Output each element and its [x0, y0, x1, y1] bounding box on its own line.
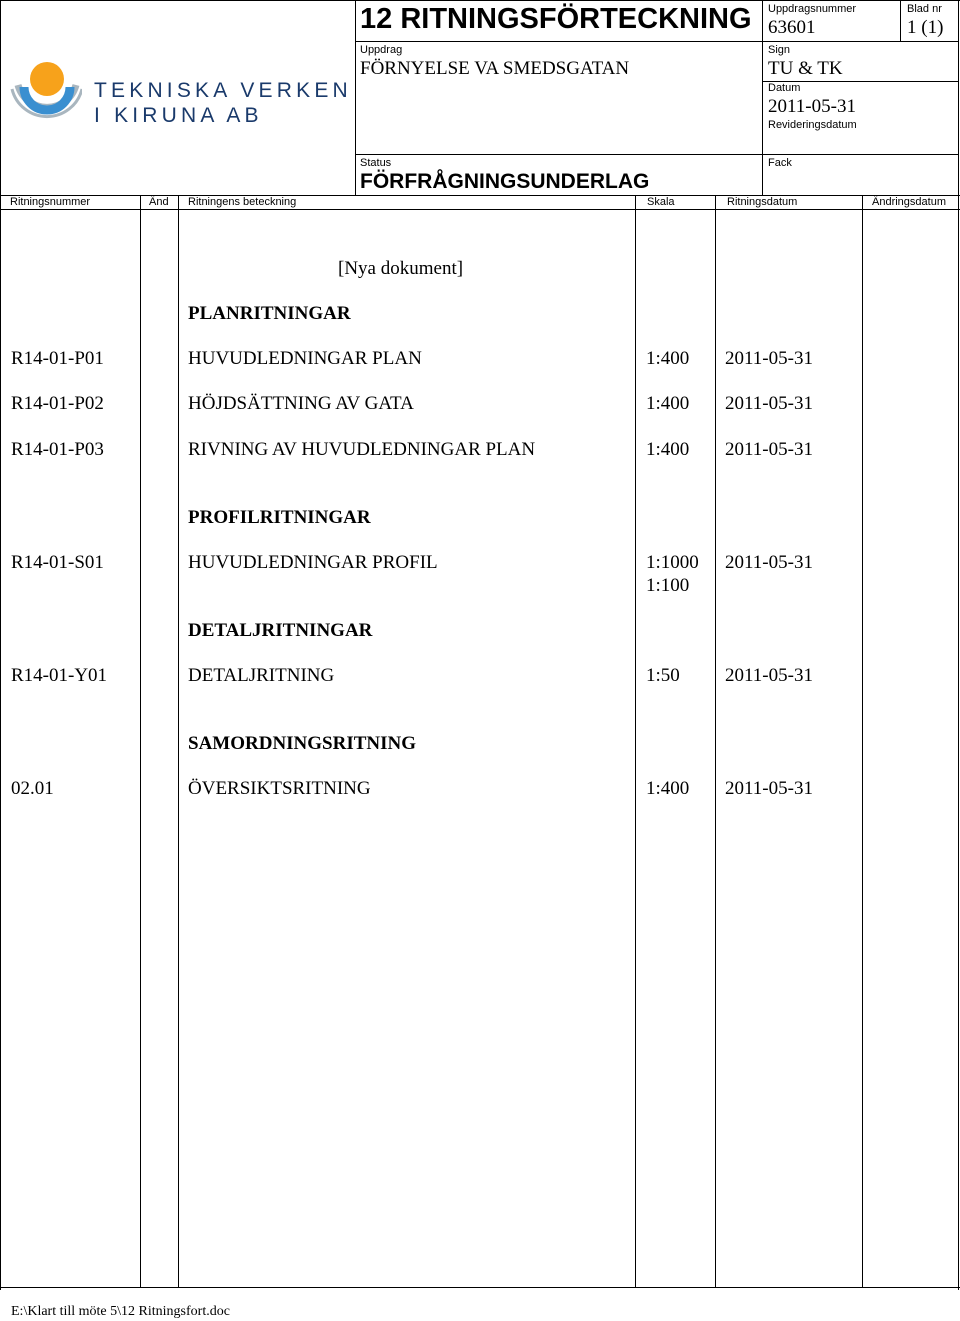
fack-label: Fack — [768, 157, 792, 169]
section-heading: PROFILRITNINGAR — [188, 507, 371, 528]
drawing-date: 2011-05-31 — [725, 439, 813, 460]
header-divider-1 — [762, 0, 763, 195]
column-header-ritningsdatum: Ritningsdatum — [727, 196, 798, 208]
header-hline-1 — [355, 41, 959, 42]
logo-divider — [355, 0, 356, 195]
drawing-number: R14-01-P03 — [11, 439, 104, 460]
column-header-skala: Skala — [647, 196, 675, 208]
drawing-date: 2011-05-31 — [725, 665, 813, 686]
col-line-2 — [178, 195, 179, 1287]
uppdragsnummer-value: 63601 — [768, 17, 816, 38]
header-hline-5 — [0, 209, 960, 210]
drawing-number: R14-01-S01 — [11, 552, 104, 573]
drawing-date: 2011-05-31 — [725, 348, 813, 369]
drawing-number: 02.01 — [11, 778, 54, 799]
drawing-number: R14-01-Y01 — [11, 665, 108, 686]
drawing-name: HUVUDLEDNINGAR PLAN — [188, 348, 422, 369]
drawing-name: DETALJRITNING — [188, 665, 335, 686]
column-header-ritningsnummer: Ritningsnummer — [10, 196, 91, 208]
col-line-3 — [635, 195, 636, 1287]
column-header-beteckning: Ritningens beteckning — [188, 196, 297, 208]
status-label: Status — [360, 157, 392, 169]
frame-right-line — [958, 0, 959, 1290]
blad-label: Blad nr — [907, 3, 942, 15]
nya-dokument-note: [Nya dokument] — [338, 258, 464, 279]
frame-top-line — [0, 0, 960, 1]
drawing-name: HUVUDLEDNINGAR PROFIL — [188, 552, 438, 573]
column-header-andringsdatum: Ändringsdatum — [872, 196, 946, 208]
sign-label: Sign — [768, 44, 791, 56]
col-line-4 — [715, 195, 716, 1287]
footer-file-path: E:\Klart till möte 5\12 Ritningsfort.doc — [11, 1304, 230, 1319]
col-line-1 — [140, 195, 141, 1287]
logo-text-line1: TEKNISKA VERKEN — [94, 79, 352, 102]
drawing-number: R14-01-P01 — [11, 348, 104, 369]
logo-mark-icon — [10, 55, 82, 135]
datum-value: 2011-05-31 — [768, 96, 856, 117]
section-heading: SAMORDNINGSRITNING — [188, 733, 417, 754]
drawing-scale: 1:400 — [646, 393, 690, 414]
frame-left-line — [0, 0, 1, 1290]
drawing-scale-secondary: 1:100 — [646, 575, 690, 596]
uppdrag-value: FÖRNYELSE VA SMEDSGATAN — [360, 58, 630, 79]
uppdrag-label: Uppdrag — [360, 44, 403, 56]
header-divider-2 — [900, 0, 901, 42]
drawing-name: HÖJDSÄTTNING AV GATA — [188, 393, 414, 414]
uppdragsnummer-label: Uppdragsnummer — [768, 3, 857, 15]
col-line-5 — [862, 195, 863, 1287]
drawing-scale: 1:50 — [646, 665, 680, 686]
section-heading: PLANRITNINGAR — [188, 303, 351, 324]
drawing-date: 2011-05-31 — [725, 778, 813, 799]
blad-value: 1 (1) — [907, 17, 944, 38]
revideringsdatum-label: Revideringsdatum — [768, 119, 857, 131]
company-logo — [10, 55, 352, 140]
drawing-name: RIVNING AV HUVUDLEDNINGAR PLAN — [188, 439, 536, 460]
section-heading: DETALJRITNINGAR — [188, 620, 373, 641]
sign-value: TU & TK — [768, 58, 843, 79]
drawing-scale: 1:400 — [646, 778, 690, 799]
column-header-and: Änd — [149, 196, 169, 208]
drawing-scale: 1:400 — [646, 348, 690, 369]
drawing-number: R14-01-P02 — [11, 393, 104, 414]
header-hline-4 — [0, 195, 960, 196]
document-title: 12 RITNINGSFÖRTECKNING — [360, 3, 752, 35]
drawing-scale: 1:1000 — [646, 552, 699, 573]
table-bottom-line — [0, 1287, 960, 1288]
drawing-date: 2011-05-31 — [725, 393, 813, 414]
logo-text-line2: I KIRUNA AB — [94, 104, 263, 127]
status-value: FÖRFRÅGNINGSUNDERLAG — [360, 170, 650, 193]
drawing-scale: 1:400 — [646, 439, 690, 460]
header-hline-3 — [355, 154, 959, 155]
drawing-name: ÖVERSIKTSRITNING — [188, 778, 371, 799]
datum-label: Datum — [768, 82, 801, 94]
drawing-date: 2011-05-31 — [725, 552, 813, 573]
